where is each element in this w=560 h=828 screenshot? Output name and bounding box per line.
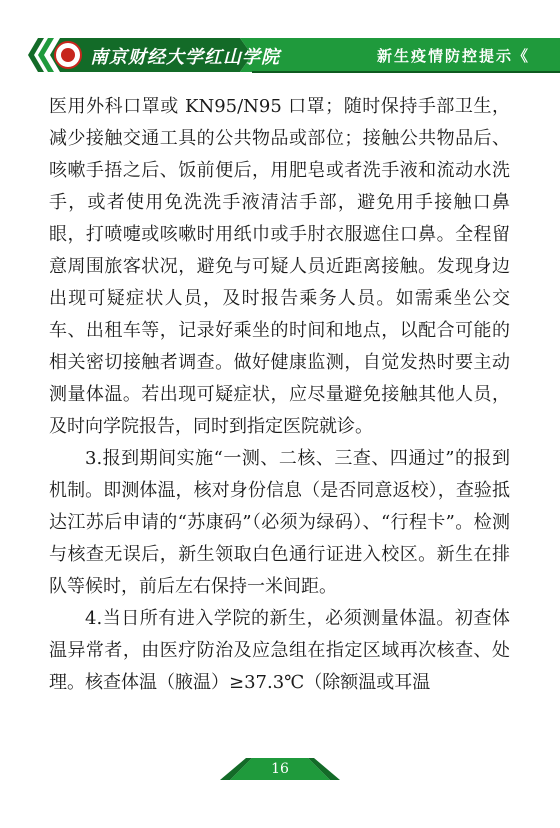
page-header [0, 0, 560, 80]
paragraph: 3.报到期间实施“一测、二核、三查、四通过”的报到机制。即测体温，核对身份信息（是否同意返校），查验抵达江苏后申请的“苏康码”（必须为绿码）、“行程卡”。检测与核查无误后，新生领取白色通行证进入校区。新生在排队等候时，前后左右保持一米间距。 [49, 448, 510, 597]
college-logo-icon [54, 41, 82, 69]
page-number: 16 [271, 761, 289, 777]
guide-title: 新生疫情防控提示《 [376, 47, 530, 65]
paragraph: 医用外科口罩或 KN95/N95 口罩；随时保持手部卫生，减少接触交通工具的公共物品或部位；接触公共物品后、咳嗽手捂之后、饭前便后，用肥皂或者洗手液和流动水洗手，或者使用免洗洗手液清洁手部，避免用手接触口鼻眼，打喷嚏或咳嗽时用纸巾或手肘衣服遮住口鼻。全程留意周围旅客状况，避免与可疑人员近距离接触。发现身边出现可疑症状人员，及时报告乘务人员。如需乘坐公交车、出租车等，记录好乘坐的时间和地点，以配合可能的相关密切接触者调查。做好健康监测，自觉发热时要主动测量体温。若出现可疑症状，应尽量避免接触其他人员，及时向学院报告，同时到指定医院就诊。 [49, 96, 510, 437]
college-name: 南京财经大学红山学院 [90, 47, 280, 68]
paragraph: 4.当日所有进入学院的新生，必须测量体温。初查体温异常者，由医疗防治及应急组在指定区域再次核查、处理。核查体温（腋温）≥37.3℃（除额温或耳温 [49, 608, 510, 693]
body-text [49, 91, 510, 699]
header-banner [0, 0, 560, 80]
